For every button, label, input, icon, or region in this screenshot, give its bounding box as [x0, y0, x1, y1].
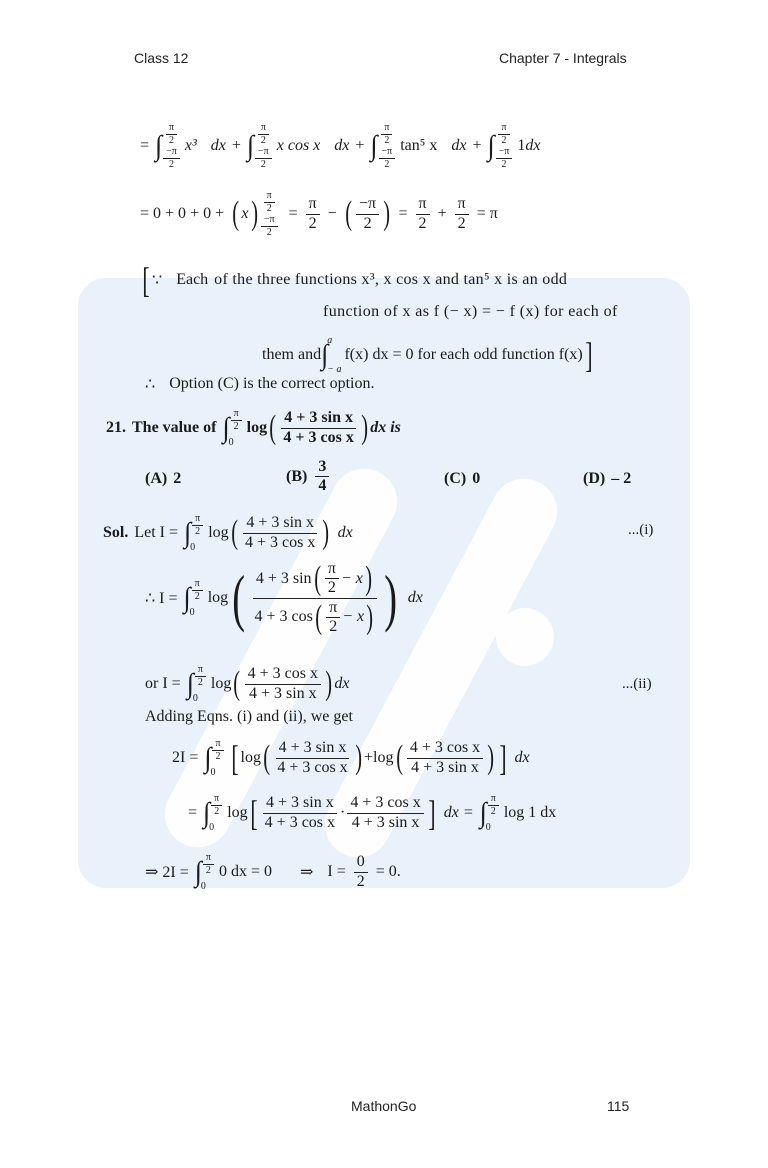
reason-text-3-lead: them and — [262, 346, 322, 363]
dx-equals: dx = — [443, 804, 474, 821]
solution-step4: 2I = ∫ $\frac{\pi}{2}$ 0 [ log ( $\frac{\text{4 + 3 sin x}}{\text{4 + 3 cos x}}$ ) + log ( $\frac{\text{4 + 3 cos x}}{\text{4 + 3 sin x}}$ ) ] dx — [172, 738, 530, 778]
integral: ∫ $\frac{\pi}{2}$ 0 — [204, 738, 228, 778]
integrand-4: 1 — [517, 137, 526, 154]
reason-text-1: of the three functions x³, x cos x and tan⁵ x is an odd — [214, 271, 568, 288]
integrand-2: x cos x — [276, 137, 321, 154]
left-paren: ( — [232, 195, 240, 232]
dx: dx — [525, 137, 541, 154]
plus-sign: + — [472, 137, 482, 154]
eval-limits: $\frac{\pi}{2}$ $\frac{-\pi}{2}$ — [259, 190, 280, 238]
integral: ∫ $\frac{\pi}{2}$ 0 — [195, 852, 219, 892]
zero-integral: 0 dx = 0 — [218, 863, 272, 880]
zeros-sum: = 0 + 0 + 0 + — [140, 205, 225, 222]
integral: ∫ $\frac{\pi}{2}$ $\frac{-\pi}{2}$ — [488, 122, 518, 170]
step-lead: 2I = — [172, 749, 199, 766]
solution-step2: ∴ I = ∫ $\frac{\pi}{2}$ 0 log ( 4 + 3 sin ( $\frac{\pi}{2}$ − x ) 4 + 3 cos ( $\frac{\pi}{2}$ − x ) ) dx — [145, 559, 423, 636]
because-symbol: ∵ — [152, 272, 163, 289]
integral: ∫ a − a — [321, 335, 342, 375]
question-number: 21. — [106, 419, 126, 436]
reason-text-2: function of x as f (− x) = − f (x) for each of — [323, 303, 618, 320]
equation-number-i: ...(i) — [628, 522, 654, 538]
option-b: (B) $\frac{3}{4}$ — [286, 458, 331, 496]
right-bracket: ] — [585, 335, 593, 375]
conclusion — [145, 374, 374, 394]
final-result: = 0. — [375, 863, 401, 880]
step-lead: = — [188, 804, 198, 821]
left-paren: ( — [269, 409, 277, 446]
dx: dx — [407, 589, 423, 607]
integrand-1: x³ — [184, 137, 197, 154]
dx: dx — [337, 524, 353, 541]
page-number: 115 — [607, 1098, 630, 1114]
reason-lead: Each — [176, 271, 209, 288]
header-chapter: Chapter 7 - Integrals — [499, 50, 627, 66]
integral: ∫ $\frac{\pi}{2}$ 0 — [187, 664, 211, 704]
solution-step5: = ∫ $\frac{\pi}{2}$ 0 log [ $\frac{\text{4 + 3 sin x}}{\text{4 + 3 cos x}}$ · $\frac{\text{4 + 3 cos x}}{\text{4 + 3 sin x}}$ ] dx = ∫ $\frac{\pi}{2}$ 0 log 1 dx — [188, 793, 557, 833]
plus-sign: + — [355, 137, 365, 154]
dx: dx — [451, 137, 467, 154]
option-a: (A) 2 — [145, 470, 182, 487]
equals-sign: = — [140, 137, 150, 154]
step-lead: or I = — [145, 675, 181, 692]
integral: ∫ $\frac{\pi}{2}$ 0 — [480, 793, 504, 833]
left-bracket: [ — [142, 260, 150, 300]
integral: ∫ $\frac{\pi}{2}$ 0 — [184, 513, 208, 553]
question-lead: The value of — [132, 419, 217, 436]
reason-line3 — [262, 335, 595, 375]
conclusion-text: Option (C) is the correct option. — [169, 375, 375, 392]
prev-eq-line1 — [140, 122, 540, 170]
reason-line1 — [140, 262, 567, 298]
bracket-var: x — [241, 205, 249, 222]
solution-step3: or I = ∫ $\frac{\pi}{2}$ 0 log ( $\frac{\text{4 + 3 cos x}}{\text{4 + 3 sin x}}$ ) dx — [145, 664, 350, 704]
solution-step6: ⇒ 2I = ∫ $\frac{\pi}{2}$ 0 0 dx = 0 ⇒ I = $\frac{0}{2}$ = 0. — [145, 852, 401, 892]
therefore-symbol: ∴ — [145, 376, 156, 393]
right-paren: ) — [361, 409, 368, 446]
integral: ∫ $\frac{\pi}{2}$ 0 — [222, 408, 246, 448]
step-lead: ⇒ 2I = — [145, 864, 189, 881]
implies-arrow: ⇒ — [299, 864, 314, 881]
footer-brand: MathonGo — [351, 1098, 417, 1114]
right-paren: ) — [250, 195, 258, 232]
dx: dx — [334, 137, 350, 154]
adding-text: Adding Eqns. (i) and (ii), we get — [145, 708, 353, 725]
solution-step1: Sol. Let I = ∫ $\frac{\pi}{2}$ 0 log ( $\frac{\text{4 + 3 sin x}}{\text{4 + 3 cos x}}$ ) dx — [103, 513, 353, 553]
option-d: (D) – 2 — [583, 470, 632, 487]
log-one: log 1 dx — [503, 804, 557, 821]
dx: dx — [210, 137, 226, 154]
log: log — [246, 419, 268, 436]
equation-number-ii: ...(ii) — [622, 676, 652, 692]
integral: ∫ $\frac{\pi}{2}$ 0 — [184, 578, 208, 618]
integral: ∫ $\frac{\pi}{2}$ $\frac{-\pi}{2}$ — [370, 122, 400, 170]
dx: dx — [514, 749, 530, 766]
header-class: Class 12 — [134, 50, 189, 66]
prev-eq-line2: = 0 + 0 + 0 + ( x ) $\frac{\pi}{2}$ $\frac{-\pi}{2}$ = $\frac{\pi}{2}$ − ( $\frac{-\pi}{2}$ ) = $\frac{\pi}{2}$ + $\frac{\pi}{2}$ = π — [140, 190, 498, 238]
step-lead: ∴ I = — [145, 590, 178, 608]
reason-line2 — [323, 303, 618, 321]
watermark-dot — [496, 608, 554, 666]
integrand-3: tan⁵ x — [400, 137, 438, 154]
dx: dx — [334, 675, 350, 692]
integral: ∫ $\frac{\pi}{2}$ $\frac{-\pi}{2}$ — [155, 122, 185, 170]
plus-sign: + — [231, 137, 241, 154]
step-lead: Let I = — [134, 524, 179, 541]
question-21 — [106, 408, 401, 448]
integral: ∫ $\frac{\pi}{2}$ 0 — [203, 793, 227, 833]
integral: ∫ $\frac{\pi}{2}$ $\frac{-\pi}{2}$ — [247, 122, 277, 170]
question-fraction: $\frac{\text{4 + 3 sin x}}{\text{4 + 3 cos x}}$ — [280, 409, 356, 447]
option-c: (C) 0 — [444, 470, 481, 487]
i-equals: I = — [327, 863, 346, 880]
sol-label: Sol. — [103, 524, 129, 541]
reason-text-3: f(x) dx = 0 for each odd function f(x) — [344, 346, 583, 363]
big-fraction: 4 + 3 sin ( $\frac{\pi}{2}$ − x ) 4 + 3 cos ( $\frac{\pi}{2}$ − x ) — [251, 560, 378, 637]
question-tail: dx is — [370, 419, 401, 436]
